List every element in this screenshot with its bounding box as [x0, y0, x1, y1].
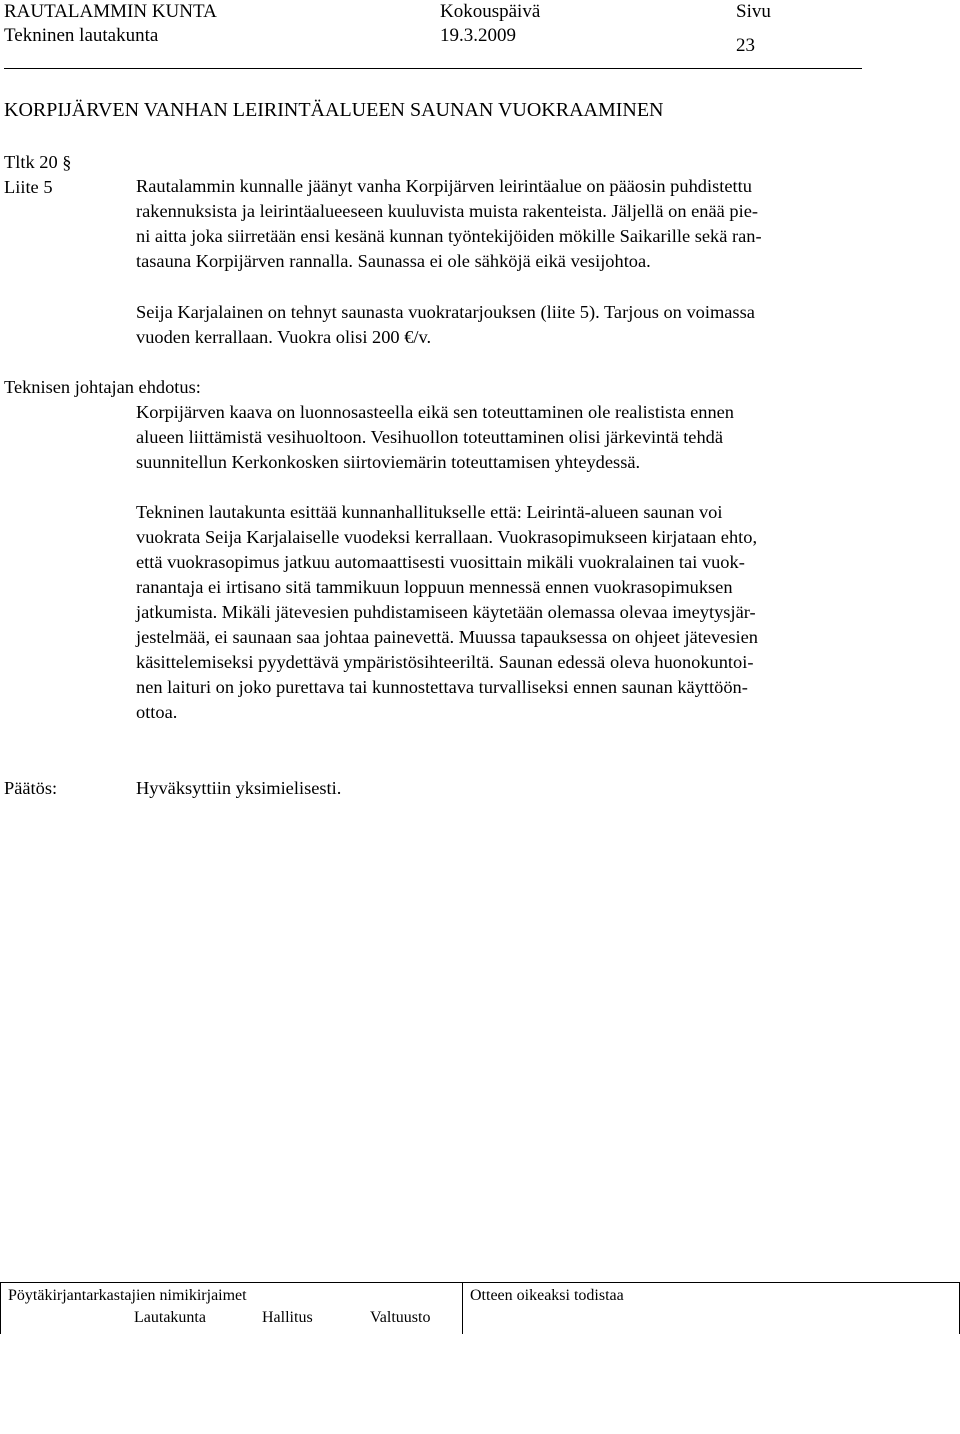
attachment-label: Liite 5 — [4, 177, 53, 197]
footer-column-hallitus: Hallitus — [262, 1309, 313, 1326]
proposal-line: suunnitellun Kerkonkosken siirtoviemärin toteuttamisen yhteydessä. — [136, 452, 641, 472]
proposal-paragraph — [136, 400, 876, 475]
recommendation-paragraph — [136, 500, 876, 725]
recommendation-line: jestelmää, ei saunaan saa johtaa painevettä. Muussa tapauksessa on ohjeet jätevesien — [136, 627, 758, 647]
recommendation-line: käsittelemiseksi pyydettävä ympäristösihteeriltä. Saunan edessä oleva huonokuntoi- — [136, 652, 754, 672]
decision-label: Päätös: — [4, 778, 58, 798]
section-code-text: Tltk 20 — [4, 152, 58, 172]
proposal-line: alueen liittämistä vesihuoltoon. Vesihuollon toteuttaminen olisi järkevintä tehdä — [136, 427, 724, 447]
meeting-date: 19.3.2009 — [440, 25, 516, 46]
recommendation-line: ranantaja ei irtisano sitä tammikuun loppuun mennessä ennen vuokrasopimuksen — [136, 577, 733, 597]
recommendation-line: nen laituri on joko purettava tai kunnostettava turvalliseksi ennen saunan käyttöön- — [136, 677, 748, 697]
footer-column-valtuusto: Valtuusto — [370, 1309, 431, 1326]
background-line: ni aitta joka siirretään ensi kesänä kunnan työntekijöiden mökille Saikarille sekä ran- — [136, 226, 762, 246]
background-paragraph — [136, 174, 876, 274]
recommendation-line: vuokrata Seija Karjalaiselle vuodeksi kerrallaan. Vuokrasopimukseen kirjataan ehto, — [136, 527, 758, 547]
background-line: Rautalammin kunnalle jäänyt vanha Korpijärven leirintäalue on pääosin puhdistettu — [136, 176, 752, 196]
board-name: Tekninen lautakunta — [4, 25, 159, 46]
footer-left-border — [0, 1282, 1, 1334]
proposal-label: Teknisen johtajan ehdotus: — [4, 377, 201, 397]
footer-rule — [0, 1282, 960, 1283]
recommendation-line: Tekninen lautakunta esittää kunnanhallitukselle että: Leirintä-alueen saunan voi — [136, 502, 723, 522]
recommendation-line: ottoa. — [136, 702, 178, 722]
meeting-date-label: Kokouspäivä — [440, 1, 541, 22]
offer-paragraph — [136, 300, 876, 350]
background-line: rakennuksista ja leirintäalueeseen kuuluvista muista rakenteista. Jäljellä on enää pie- — [136, 201, 758, 221]
section-code — [4, 150, 71, 175]
page-label: Sivu — [736, 1, 771, 22]
inspectors-label: Pöytäkirjantarkastajien nimikirjaimet — [8, 1287, 247, 1304]
org-name: RAUTALAMMIN KUNTA — [4, 1, 217, 22]
footer-column-lautakunta: Lautakunta — [134, 1309, 206, 1326]
recommendation-line: jatkumista. Mikäli jätevesien puhdistamiseen käytetään olemassa olevaa imeytysjär- — [136, 602, 756, 622]
certify-label: Otteen oikeaksi todistaa — [470, 1287, 624, 1304]
footer-divider — [462, 1282, 463, 1334]
header-rule — [4, 68, 862, 69]
background-line: tasauna Korpijärven rannalla. Saunassa ei ole sähköjä eikä vesijohtoa. — [136, 251, 651, 271]
page-number: 23 — [736, 35, 755, 56]
offer-line: vuoden kerrallaan. Vuokra olisi 200 €/v. — [136, 327, 432, 347]
offer-line: Seija Karjalainen on tehnyt saunasta vuokratarjouksen (liite 5). Tarjous on voimassa — [136, 302, 755, 322]
decision-text: Hyväksyttiin yksimielisesti. — [136, 778, 342, 798]
proposal-line: Korpijärven kaava on luonnosasteella eikä sen toteuttaminen ole realistista ennen — [136, 402, 735, 422]
document-title: KORPIJÄRVEN VANHAN LEIRINTÄALUEEN SAUNAN VUOKRAAMINEN — [4, 99, 664, 121]
recommendation-line: että vuokrasopimus jatkuu automaattisesti vuosittain mikäli vuokralainen tai vuok- — [136, 552, 745, 572]
section-mark: § — [62, 152, 72, 172]
